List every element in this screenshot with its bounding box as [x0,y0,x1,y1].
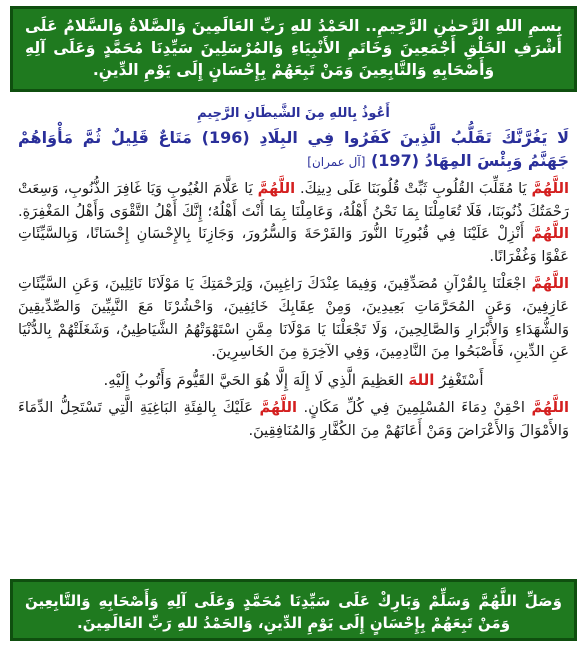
istighfar-text: العَظِيمَ الَّذِي لَا إِلَهَ إِلَّا هُوَ الحَيَّ القَيُّومَ وَأَتُوبُ إِلَيْهِ. [103,370,409,389]
allahumma-word: اللَّهُمَّ [257,180,296,197]
verse-text: لَا يَغُرَّنَّكَ تَقَلُّبُ الَّذِينَ كَفَرُوا فِي البِلَادِ (196) مَتَاعٌ قَلِيلٌ ثُمَّ مَأْوَاهُمْ جَهَنَّمُ وَبِئْسَ المِهَادُ (197) [18,128,570,170]
allah-word: اللهَ [408,370,435,389]
dua-text: احْقِنْ دِمَاءَ المُسْلِمِينَ فِي كُلِّ مَكَانٍ. [297,399,532,417]
opening-text: بِسمِ اللهِ الرَّحمٰنِ الرَّحِيمِ.. الحَمْدُ للهِ رَبِّ العَالَمِينَ وَالصَّلاةُ وَالسَّلامُ عَلَى أَشْرَفِ الخَلْقِ أَجْمَعِينَ وَخَاتَمِ الأَنْبِيَاءِ وَالمُرْسَلِينَ سَيِّدِنَا مُحَمَّدٍ وَعَلَى آلِهِ وَأَصْحَابِهِ وَالتَّابِعِينَ وَمَنْ تَبِعَهُمْ بِإِحْسَانٍ إِلَى يَوْمِ الدِّينِ. [25,17,562,79]
closing-banner [10,579,577,641]
dua-text: اجْعَلْنَا بِالقُرْآنِ مُصَدِّقِينَ، وَفِيمَا عِنْدَكَ رَاغِبِينَ، وَلِرَحْمَتِكَ يَا مَوْلَانَا نَائِلِينَ، وَعَنِ السَّيِّئَاتِ عَازِفِينَ، وَعَنِ المُحَرَّمَاتِ بَعِيدِينَ، وَمِنْ عِقَابِكَ خَائِفِينَ، وَاحْشُرْنَا مَعَ النَّبِيِّينَ وَالصِّدِّيقِينَ وَالشُّهَدَاءِ وَالأَبْرَارِ وَالصَّالِحِينَ، وَلَا تَجْعَلْنَا يَا مَوْلَانَا مِمَّنِ اسْتَهْوَتْهُمُ الشَّيَاطِينُ، وَشَغَلَتْهُمْ بِالدُّنْيَا عَنِ الدِّينِ، فَأَصْبَحُوا مِنَ النَّادِمِينَ، وَفِي الآخِرَةِ مِنَ الخَاسِرِينَ. [18,275,569,361]
allahumma-word: اللَّهُمَّ [531,399,569,417]
allahumma-word: اللَّهُمَّ [531,180,569,197]
dua-paragraph-3 [18,397,569,442]
allahumma-word: اللَّهُمَّ [531,225,569,243]
dua-text: أَنْزِلْ عَلَيْنَا فِي قُبُورِنَا النُّورَ وَالفَرْحَةَ وَالسُّرُورَ، وَجَازِنَا بِالإِحْسَانِ إِحْسَانًا، وَبِالسَّيِّئَاتِ عَفْوًا وَغُفْرَانًا. [18,225,569,265]
closing-text: وَصَلِّ اللَّهُمَّ وَسَلِّمْ وَبَارِكْ عَلَى سَيِّدِنَا مُحَمَّدٍ وَعَلَى آلِهِ وَأَصْحَابِهِ وَالتَّابِعِينَ وَمَنْ تَبِعَهُمْ بِإِحْسَانٍ إِلَى يَوْمِ الدِّينِ، وَالحَمْدُ للهِ رَبِّ العَالَمِينَ. [25,592,562,632]
allahumma-word: اللَّهُمَّ [259,399,298,417]
dua-text: عَلَيْكَ بِالفِئَةِ البَاغِيَةِ الَّتِي تَسْتَحِلُّ الدِّمَاءَ وَالأَمْوَالَ وَالأَعْرَاضَ وَمَنْ أَعَانَهُمْ مِنَ الكُفَّارِ وَالمُنَافِقِينَ. [18,399,569,439]
surah-reference: [آل عمران] [307,155,366,169]
dua-text: يَا مُقَلِّبَ القُلُوبِ ثَبِّتْ قُلُوبَنَا عَلَى دِينِكَ. [295,180,532,197]
istighfar-text: أَسْتَغْفِرُ [434,370,484,389]
istighfar-line [18,369,569,392]
isti-adha-line: أَعُوذُ بِاللهِ مِنَ الشَّيطَانِ الرَّجِيمِ [197,106,390,121]
quran-verse [18,126,569,174]
dua-paragraph-1 [18,178,569,268]
opening-banner [10,6,577,92]
dua-text: يَا عَلَّامَ الغُيُوبِ وَيَا غَافِرَ الذُّنُوبِ، وَسِعَتْ رَحْمَتُكَ ذُنُوبَنَا، فَلَا تُعَامِلْنَا بِمَا نَحْنُ أَهْلُهُ، وَعَامِلْنَا بِمَا أَنْتَ أَهْلُهُ؛ إِنَّكَ أَهْلُ التَّقْوَى وَأَهْلُ المَغْفِرَةِ. [18,180,569,220]
allahumma-word: اللَّهُمَّ [531,275,569,293]
dua-paragraph-2 [18,273,569,363]
main-content [18,104,569,574]
